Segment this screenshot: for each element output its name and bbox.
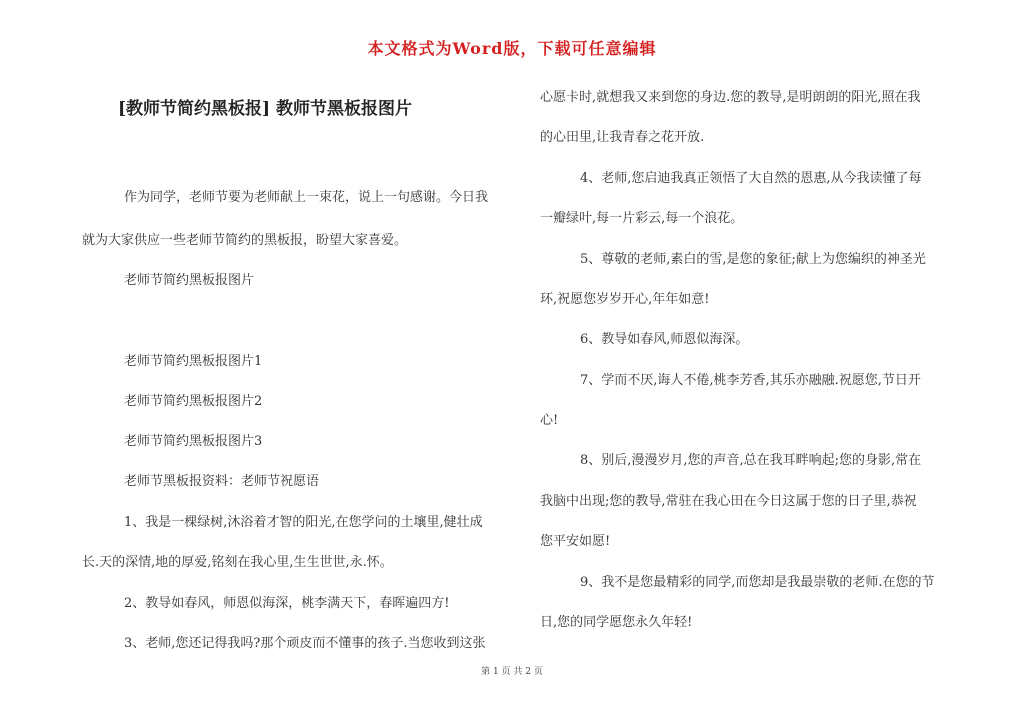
- text-line: 的心田里,让我青春之花开放.: [540, 130, 705, 145]
- text-line: 老师节简约黑板报图片: [124, 273, 255, 288]
- text-line: 老师节黑板报资料：老师节祝愿语: [124, 474, 320, 489]
- text-line: 老师节简约黑板报图片3: [124, 434, 263, 449]
- page-title: [教师节简约黑板报] 教师节黑板报图片: [118, 99, 413, 119]
- text-line: 2、教导如春风，师恩似海深，桃李满天下，春晖遍四方!: [124, 596, 450, 611]
- word-version-banner: 本文格式为Word版，下载可任意编辑: [367, 39, 657, 58]
- text-line: 一瓣绿叶,每一片彩云,每一个浪花。: [540, 211, 744, 226]
- text-line: 我脑中出现;您的教导,常驻在我心田在今日这属于您的日子里,恭祝: [540, 494, 917, 509]
- text-line: 5、尊敬的老师,素白的雪,是您的象征;献上为您编织的神圣光: [580, 252, 926, 267]
- text-line: 日,您的同学愿您永久年轻!: [540, 615, 693, 630]
- text-line: 4、老师,您启迪我真正领悟了大自然的恩惠,从今我读懂了每: [580, 171, 922, 186]
- text-line: 9、我不是您最精彩的同学,而您却是我最崇敬的老师.在您的节: [580, 575, 935, 590]
- text-line: 6、教导如春风,师恩似海深。: [580, 332, 749, 347]
- text-line: 环,祝愿您岁岁开心,年年如意!: [540, 292, 710, 307]
- text-line: 长.天的深情,地的厚爱,铭刻在我心里,生生世世,永.怀。: [82, 555, 393, 570]
- text-line: 就为大家供应一些老师节简约的黑板报，盼望大家喜爱。: [82, 233, 408, 248]
- text-line: 作为同学，老师节要为老师献上一束花，说上一句感谢。今日我: [124, 190, 489, 205]
- text-line: 7、学而不厌,诲人不倦,桃李芳香,其乐亦融融.祝愿您,节日开: [580, 373, 921, 388]
- text-line: 您平安如愿!: [540, 534, 611, 549]
- text-line: 心愿卡时,就想我又来到您的身边.您的教导,是明朗朗的阳光,照在我: [540, 90, 921, 105]
- text-line: 老师节简约黑板报图片1: [124, 354, 263, 369]
- text-line: 心!: [540, 413, 559, 428]
- text-line: 8、别后,漫漫岁月,您的声音,总在我耳畔响起;您的身影,常在: [580, 453, 922, 468]
- text-line: 老师节简约黑板报图片2: [124, 394, 263, 409]
- page-number-footer: 第 1 页 共 2 页: [481, 667, 543, 677]
- text-line: 3、老师,您还记得我吗?那个顽皮而不懂事的孩子.当您收到这张: [124, 636, 486, 651]
- text-line: 1、我是一棵绿树,沐浴着才智的阳光,在您学问的土壤里,健壮成: [124, 515, 483, 530]
